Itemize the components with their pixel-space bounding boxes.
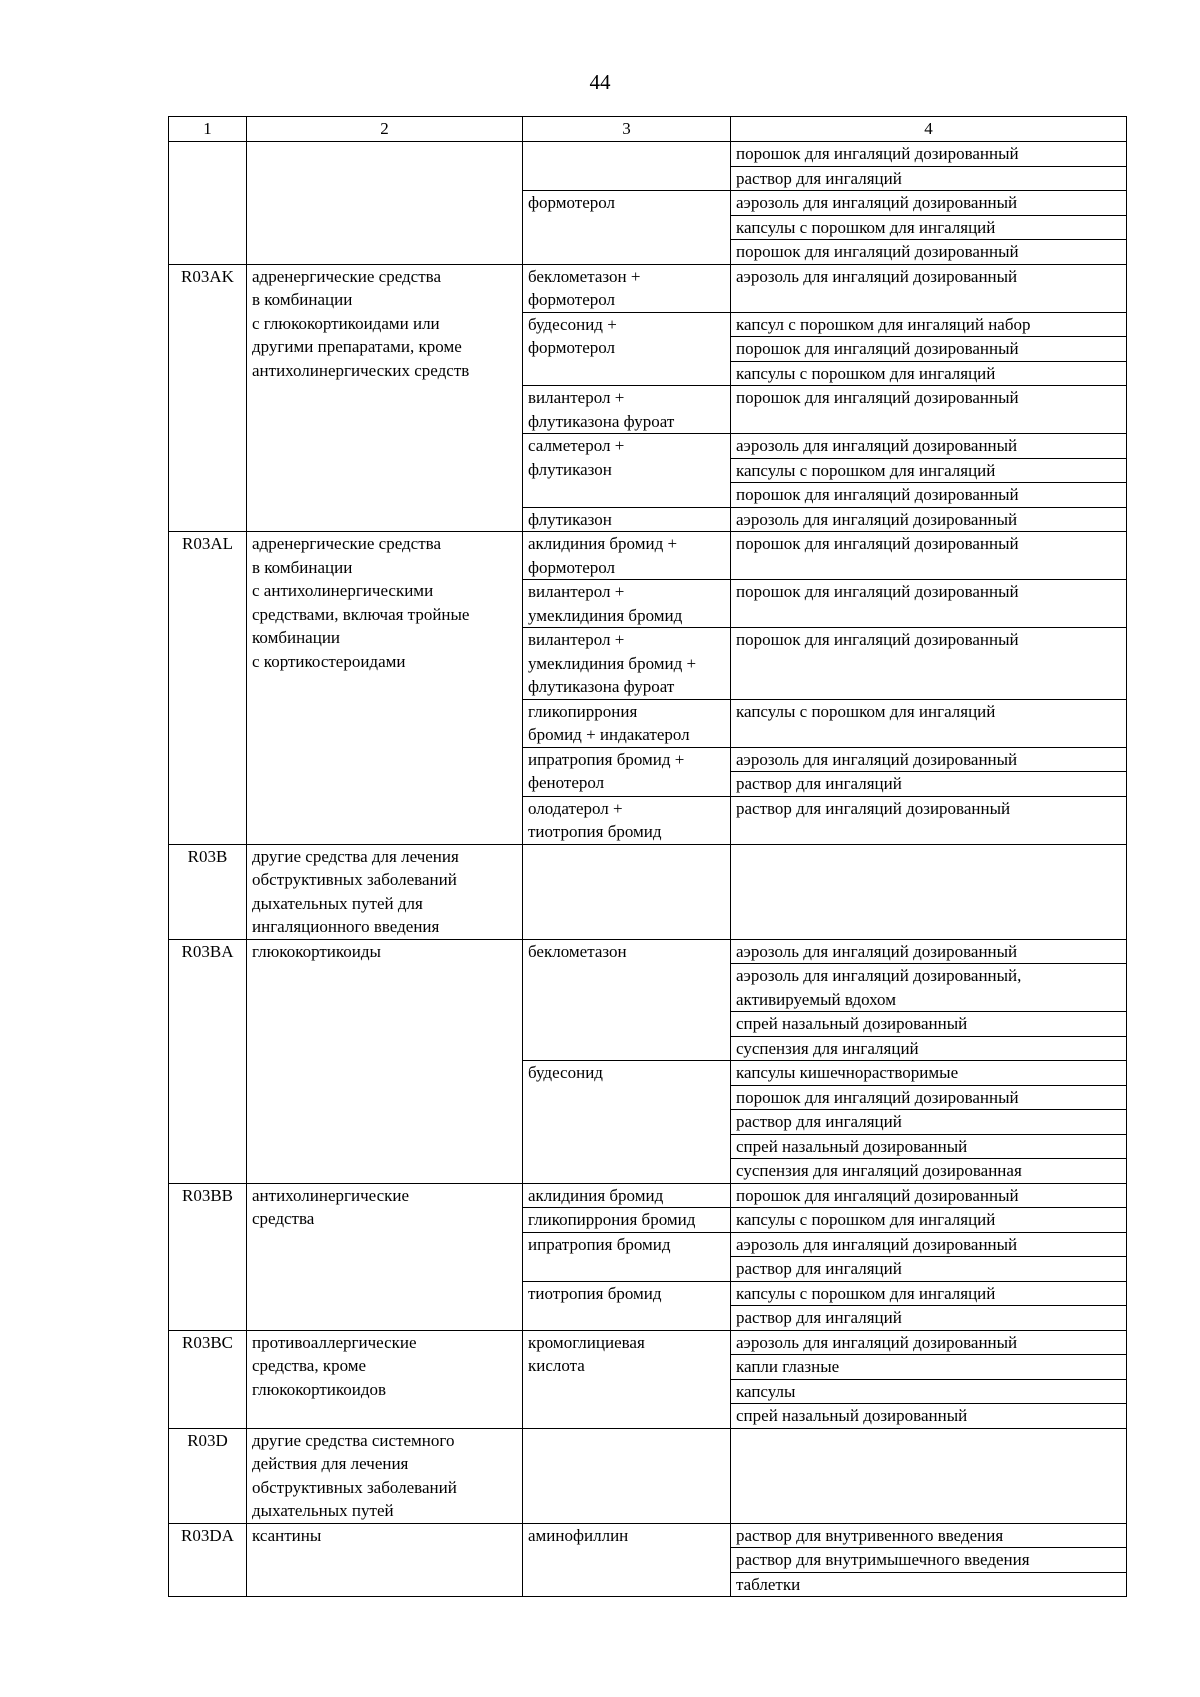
group-name	[247, 844, 523, 939]
group-name-line: средствами, включая тройные	[252, 604, 470, 624]
dosage-form: спрей назальный дозированный	[731, 1403, 1126, 1428]
group-name-line: ингаляционного введения	[252, 917, 440, 936]
drug-name	[523, 1061, 731, 1184]
drug-name-line: тиотропия бромид	[528, 822, 662, 841]
atc-code: R03D	[169, 1428, 247, 1523]
drug-name	[523, 434, 731, 508]
drug-name-line: флутиказон	[528, 459, 612, 479]
dosage-forms	[731, 939, 1127, 1061]
drug-name-line: флутиказона фуроат	[528, 677, 675, 696]
dosage-form: капсулы кишечнорастворимые	[736, 1063, 959, 1082]
group-name	[247, 142, 523, 265]
dosage-form: раствор для ингаляций	[731, 1256, 1126, 1281]
group-name-line: ксантины	[252, 1525, 322, 1545]
drug-name	[523, 1208, 731, 1233]
table-row	[169, 1523, 1127, 1597]
dosage-form: капсулы	[731, 1379, 1126, 1404]
table-row	[169, 142, 1127, 191]
drug-name	[523, 699, 731, 747]
drug-table	[168, 116, 1127, 1597]
group-name	[247, 532, 523, 845]
drug-name	[523, 1232, 731, 1281]
dosage-form: порошок для ингаляций дозированный	[736, 630, 1019, 649]
group-name-line: обструктивных заболеваний	[252, 870, 457, 889]
dosage-form: аэрозоль для ингаляций дозированный	[736, 1332, 1018, 1352]
dosage-form: капсулы с порошком для ингаляций	[731, 458, 1126, 483]
dosage-forms	[731, 1208, 1127, 1233]
dosage-form: спрей назальный дозированный	[731, 1134, 1126, 1159]
drug-name	[523, 532, 731, 580]
group-name-line: противоаллергические	[252, 1332, 417, 1352]
dosage-form: раствор для ингаляций	[731, 166, 1126, 191]
dosage-form: порошок для ингаляций дозированный	[731, 1085, 1126, 1110]
table-row	[169, 1330, 1127, 1428]
dosage-form: аэрозоль для ингаляций дозированный	[736, 193, 1018, 212]
group-name-line: глюкокортикоидов	[252, 1379, 387, 1399]
table-row	[169, 264, 1127, 312]
group-name-line: комбинации	[252, 628, 341, 647]
drug-name-line: тиотропия бромид	[528, 1283, 662, 1303]
dosage-form: таблетки	[731, 1572, 1126, 1597]
dosage-form: капсулы с порошком для ингаляций	[731, 361, 1126, 386]
atc-code	[169, 142, 247, 265]
atc-code: R03BB	[169, 1183, 247, 1330]
dosage-form: капсулы с порошком для ингаляций	[736, 701, 996, 721]
drug-name-line: вилантерол +	[528, 388, 625, 407]
dosage-form: аэрозоль для ингаляций дозированный	[736, 941, 1018, 961]
group-name	[247, 264, 523, 532]
drug-name-line: фенотерол	[528, 773, 605, 792]
dosage-forms	[731, 1281, 1127, 1330]
dosage-form: раствор для внутривенного введения	[736, 1525, 1004, 1545]
drug-name	[523, 386, 731, 434]
drug-name	[523, 264, 731, 312]
atc-code: R03AK	[169, 264, 247, 532]
drug-name-line: флутиказона фуроат	[528, 411, 675, 431]
header-col-2: 2	[247, 117, 523, 142]
dosage-form: капли глазные	[731, 1354, 1126, 1379]
group-name-line: дыхательных путей	[252, 1501, 394, 1520]
drug-name	[523, 1428, 731, 1523]
drug-name	[523, 191, 731, 265]
dosage-forms	[731, 532, 1127, 580]
dosage-form: порошок для ингаляций дозированный	[731, 482, 1126, 507]
group-name-line: другими препаратами, кроме	[252, 337, 462, 356]
group-name-line: глюкокортикоиды	[252, 941, 381, 961]
drug-name-line: будесонид +	[528, 314, 617, 334]
dosage-form: порошок для ингаляций дозированный	[736, 534, 1019, 553]
drug-name	[523, 628, 731, 700]
drug-name	[523, 1281, 731, 1330]
dosage-forms	[731, 142, 1127, 191]
dosage-forms	[731, 386, 1127, 434]
atc-code: R03BC	[169, 1330, 247, 1428]
drug-name-line: будесонид	[528, 1063, 603, 1082]
dosage-form: порошок для ингаляций дозированный	[731, 336, 1126, 361]
dosage-form: порошок для ингаляций дозированный	[736, 144, 1019, 163]
dosage-forms	[731, 580, 1127, 628]
table-row	[169, 844, 1127, 939]
dosage-form: аэрозоль для ингаляций дозированный	[736, 749, 1018, 769]
dosage-form: спрей назальный дозированный	[731, 1011, 1126, 1036]
group-name-line: действия для лечения	[252, 1454, 409, 1473]
drug-name-line: беклометазон +	[528, 266, 641, 286]
table-row	[169, 532, 1127, 580]
drug-name	[523, 580, 731, 628]
drug-name	[523, 312, 731, 386]
group-name	[247, 1428, 523, 1523]
header-col-1: 1	[169, 117, 247, 142]
drug-name-line: бромид + индакатерол	[528, 725, 690, 744]
dosage-form: порошок для ингаляций дозированный	[736, 582, 1019, 601]
group-name-line: антихолинергические	[252, 1185, 410, 1205]
dosage-forms	[731, 1183, 1127, 1208]
drug-name-line: умеклидиния бромид	[528, 605, 683, 625]
dosage-form: порошок для ингаляций дозированный	[731, 239, 1126, 264]
drug-name-line: гликопиррония	[528, 701, 638, 721]
drug-name-line: флутиказон	[528, 509, 612, 529]
dosage-form: капсулы с порошком для ингаляций	[736, 1210, 996, 1229]
header-row	[169, 117, 1127, 142]
group-name-line: антихолинергических средств	[252, 360, 470, 380]
dosage-forms	[731, 434, 1127, 508]
group-name	[247, 1183, 523, 1330]
dosage-form: капсулы с порошком для ингаляций	[736, 1283, 996, 1303]
drug-table-body	[169, 117, 1127, 1597]
dosage-form: раствор для ингаляций	[731, 771, 1126, 796]
dosage-forms	[731, 1232, 1127, 1281]
dosage-forms	[731, 628, 1127, 700]
group-name-line: адренергические средства	[252, 266, 442, 286]
dosage-forms	[731, 844, 1127, 939]
dosage-forms	[731, 191, 1127, 265]
header-col-3: 3	[523, 117, 731, 142]
atc-code: R03AL	[169, 532, 247, 845]
drug-name-line: аминофиллин	[528, 1525, 629, 1545]
atc-code: R03DA	[169, 1523, 247, 1597]
table-row	[169, 1183, 1127, 1208]
group-name-line: в комбинации	[252, 290, 353, 309]
dosage-form: суспензия для ингаляций	[731, 1036, 1126, 1061]
drug-name-line: беклометазон	[528, 941, 627, 961]
header-col-4: 4	[731, 117, 1127, 142]
drug-name	[523, 747, 731, 796]
dosage-form: аэрозоль для ингаляций дозированный	[736, 509, 1018, 529]
dosage-forms	[731, 312, 1127, 386]
drug-name	[523, 142, 731, 191]
drug-name	[523, 844, 731, 939]
group-name-line: с антихолинергическими	[252, 581, 434, 600]
group-name-line: средства, кроме	[252, 1356, 367, 1375]
drug-name	[523, 507, 731, 532]
drug-name-line: салметерол +	[528, 436, 625, 455]
dosage-forms	[731, 796, 1127, 844]
group-name-line: дыхательных путей для	[252, 893, 423, 913]
drug-name-line: олодатерол +	[528, 798, 623, 818]
group-name	[247, 939, 523, 1183]
drug-name-line: вилантерол +	[528, 630, 625, 649]
dosage-form: раствор для ингаляций	[731, 1305, 1126, 1330]
drug-name-line: формотерол	[528, 557, 616, 577]
dosage-form: капсулы с порошком для ингаляций	[731, 215, 1126, 240]
dosage-forms	[731, 1523, 1127, 1597]
dosage-form: раствор для ингаляций	[731, 1109, 1126, 1134]
dosage-form: капсул с порошком для ингаляций набор	[736, 314, 1031, 334]
dosage-form: порошок для ингаляций дозированный	[736, 388, 1019, 407]
drug-name-line: формотерол	[528, 338, 616, 357]
drug-name-line: аклидиния бромид	[528, 1185, 664, 1205]
drug-name-line: ипратропия бромид	[528, 1234, 671, 1254]
dosage-form: раствор для внутримышечного введения	[731, 1547, 1126, 1572]
page-number: 44	[589, 70, 611, 94]
dosage-form: аэрозоль для ингаляций дозированный	[736, 436, 1018, 455]
group-name	[247, 1330, 523, 1428]
atc-code: R03B	[169, 844, 247, 939]
group-name	[247, 1523, 523, 1597]
group-name-line: другие средства для лечения	[252, 846, 459, 866]
drug-name-line: кислота	[528, 1356, 585, 1375]
dosage-form: аэрозоль для ингаляций дозированный	[736, 266, 1018, 286]
group-name-line: с кортикостероидами	[252, 651, 406, 671]
dosage-forms	[731, 1428, 1127, 1523]
table-row	[169, 1428, 1127, 1523]
drug-name-line: вилантерол +	[528, 582, 625, 601]
drug-name-line: ипратропия бромид +	[528, 749, 685, 769]
drug-name-line: гликопиррония бромид	[528, 1210, 696, 1229]
group-name-line: обструктивных заболеваний	[252, 1477, 457, 1497]
group-name-line: в комбинации	[252, 557, 353, 577]
dosage-forms	[731, 1330, 1127, 1428]
dosage-forms	[731, 747, 1127, 796]
dosage-forms	[731, 699, 1127, 747]
dosage-form: раствор для ингаляций дозированный	[736, 798, 1011, 818]
dosage-form: порошок для ингаляций дозированный	[736, 1185, 1019, 1205]
dosage-forms	[731, 264, 1127, 312]
drug-name	[523, 1330, 731, 1428]
drug-name	[523, 1183, 731, 1208]
drug-name-line: формотерол	[528, 290, 616, 309]
drug-name-line: формотерол	[528, 193, 616, 212]
drug-name	[523, 939, 731, 1061]
drug-name	[523, 796, 731, 844]
dosage-forms	[731, 1061, 1127, 1184]
dosage-form: суспензия для ингаляций дозированная	[731, 1158, 1126, 1183]
dosage-form: аэрозоль для ингаляций дозированный	[736, 1234, 1018, 1254]
drug-name-line: аклидиния бромид +	[528, 534, 678, 553]
group-name-line: средства	[252, 1209, 315, 1228]
table-row	[169, 939, 1127, 1061]
group-name-line: с глюкокортикоидами или	[252, 313, 440, 333]
dosage-forms	[731, 507, 1127, 532]
drug-name	[523, 1523, 731, 1597]
group-name-line: адренергические средства	[252, 534, 442, 553]
dosage-form: аэрозоль для ингаляций дозированный, активируемый вдохом	[731, 963, 1126, 1011]
drug-name-line: кромоглициевая	[528, 1332, 645, 1352]
atc-code: R03BA	[169, 939, 247, 1183]
group-name-line: другие средства системного	[252, 1430, 455, 1450]
drug-name-line: умеклидиния бромид +	[528, 653, 697, 673]
